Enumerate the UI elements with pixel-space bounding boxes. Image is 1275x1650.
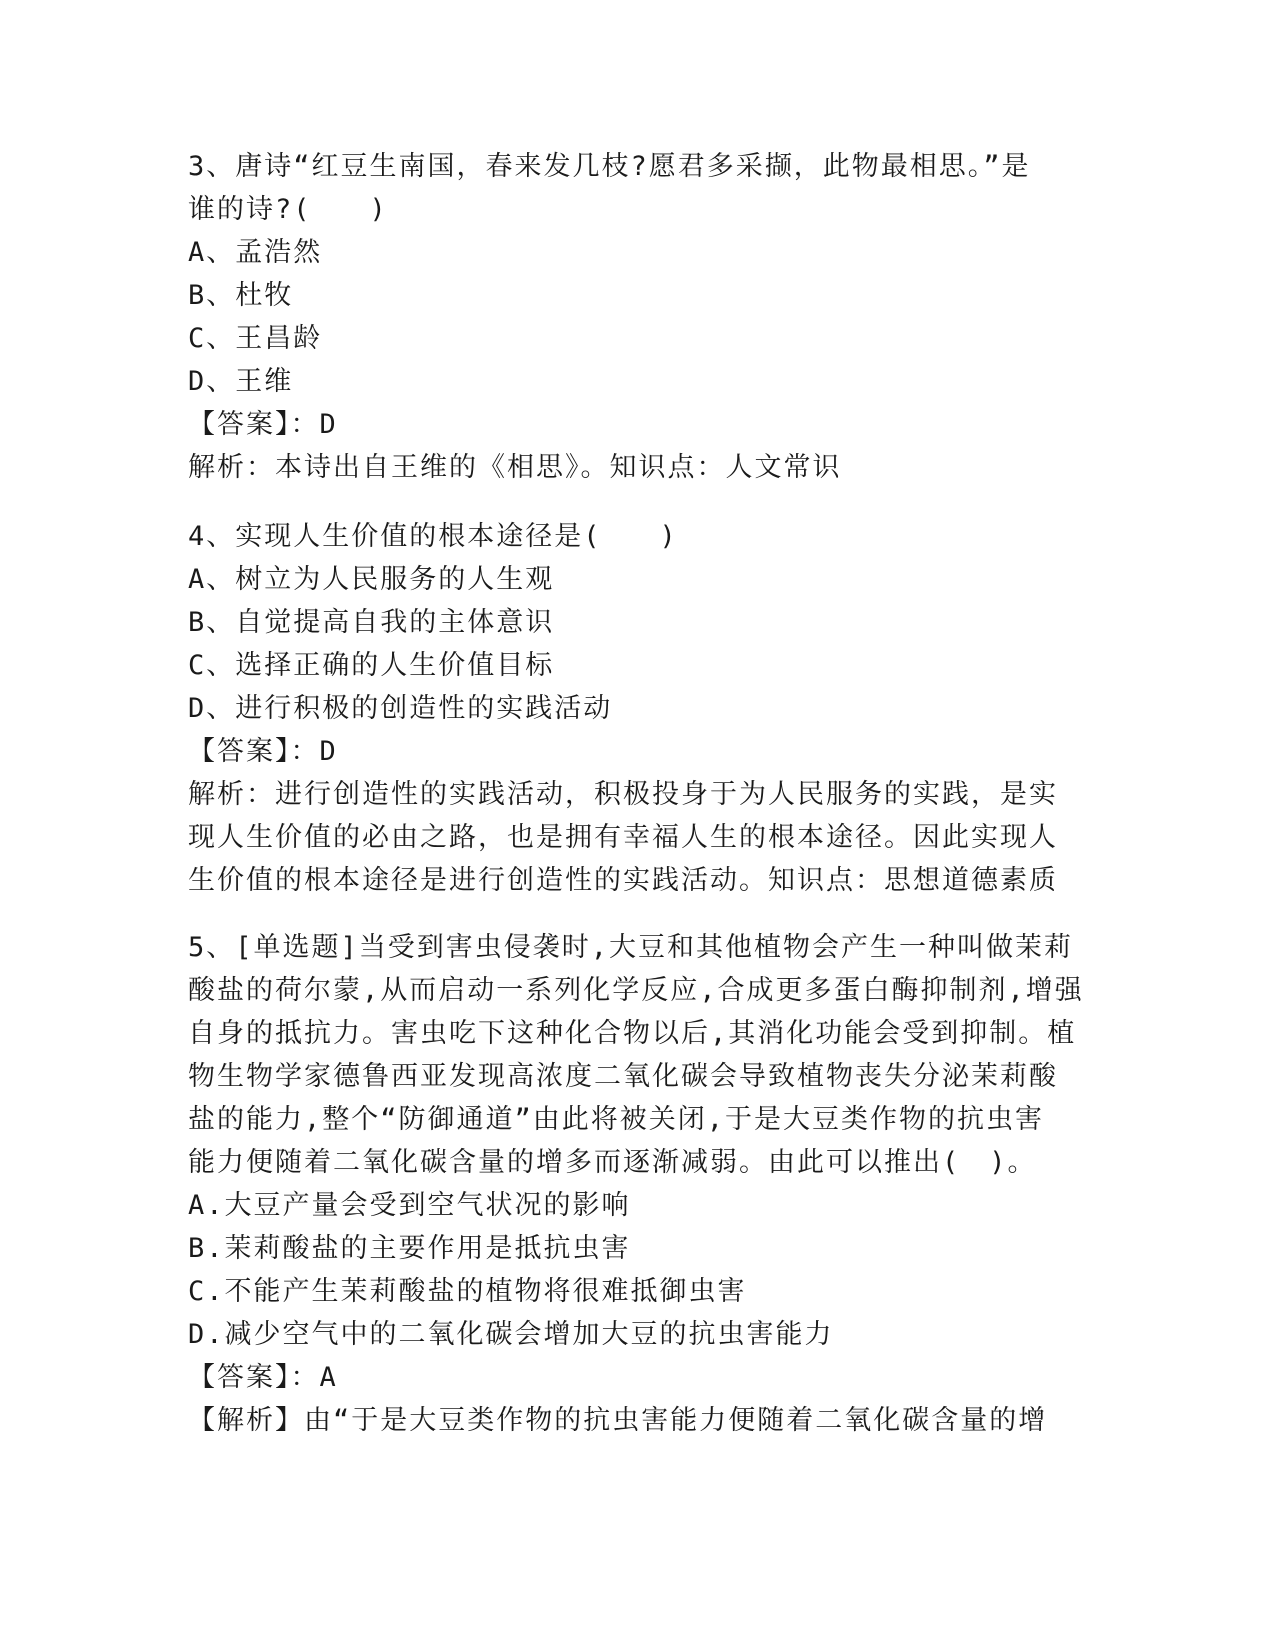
question-4 xyxy=(188,515,1088,902)
analysis-line: 现人生价值的必由之路，也是拥有幸福人生的根本途径。因此实现人 xyxy=(188,822,1058,853)
option-c: C、王昌龄 xyxy=(188,323,323,354)
question-stem-line: 能力便随着二氧化碳含量的增多而逐渐减弱。由此可以推出( )。 xyxy=(188,1147,1037,1178)
answer-line: 【答案】：D xyxy=(188,409,338,440)
document-page xyxy=(188,145,1088,1442)
option-d: D、王维 xyxy=(188,366,294,397)
question-3 xyxy=(188,145,1088,489)
question-stem-line: 酸盐的荷尔蒙,从而启动一系列化学反应,合成更多蛋白酶抑制剂,增强 xyxy=(188,975,1084,1006)
question-stem-line: 盐的能力,整个“防御通道”由此将被关闭,于是大豆类作物的抗虫害 xyxy=(188,1104,1045,1135)
analysis-line: 【解析】由“于是大豆类作物的抗虫害能力便随着二氧化碳含量的增 xyxy=(188,1405,1048,1436)
option-b: B.茉莉酸盐的主要作用是抵抗虫害 xyxy=(188,1233,631,1264)
answer-line: 【答案】：A xyxy=(188,1362,338,1393)
answer-line: 【答案】：D xyxy=(188,736,338,767)
question-5 xyxy=(188,926,1088,1442)
question-stem-line: 谁的诗?( ) xyxy=(188,194,388,225)
option-c: C、选择正确的人生价值目标 xyxy=(188,650,555,681)
option-a: A.大豆产量会受到空气状况的影响 xyxy=(188,1190,631,1221)
option-d: D.减少空气中的二氧化碳会增加大豆的抗虫害能力 xyxy=(188,1319,834,1350)
option-b: B、自觉提高自我的主体意识 xyxy=(188,607,555,638)
question-stem-line: 自身的抵抗力。害虫吃下这种化合物以后,其消化功能会受到抑制。植 xyxy=(188,1018,1077,1049)
question-stem-line: 3、唐诗“红豆生南国，春来发几枝?愿君多采撷，此物最相思。”是 xyxy=(188,151,1031,182)
question-stem-line: 5、[单选题]当受到害虫侵袭时,大豆和其他植物会产生一种叫做茉莉 xyxy=(188,932,1074,963)
analysis-line: 生价值的根本途径是进行创造性的实践活动。知识点：思想道德素质 xyxy=(188,865,1058,896)
analysis-line: 解析：进行创造性的实践活动，积极投身于为人民服务的实践，是实 xyxy=(188,779,1058,810)
question-stem-line: 4、实现人生价值的根本途径是( ) xyxy=(188,521,678,552)
analysis-line: 解析：本诗出自王维的《相思》。知识点：人文常识 xyxy=(188,452,842,483)
option-c: C.不能产生茉莉酸盐的植物将很难抵御虫害 xyxy=(188,1276,747,1307)
option-b: B、杜牧 xyxy=(188,280,294,311)
option-d: D、进行积极的创造性的实践活动 xyxy=(188,693,613,724)
question-stem-line: 物生物学家德鲁西亚发现高浓度二氧化碳会导致植物丧失分泌茉莉酸 xyxy=(188,1061,1058,1092)
option-a: A、树立为人民服务的人生观 xyxy=(188,564,555,595)
option-a: A、孟浩然 xyxy=(188,237,323,268)
